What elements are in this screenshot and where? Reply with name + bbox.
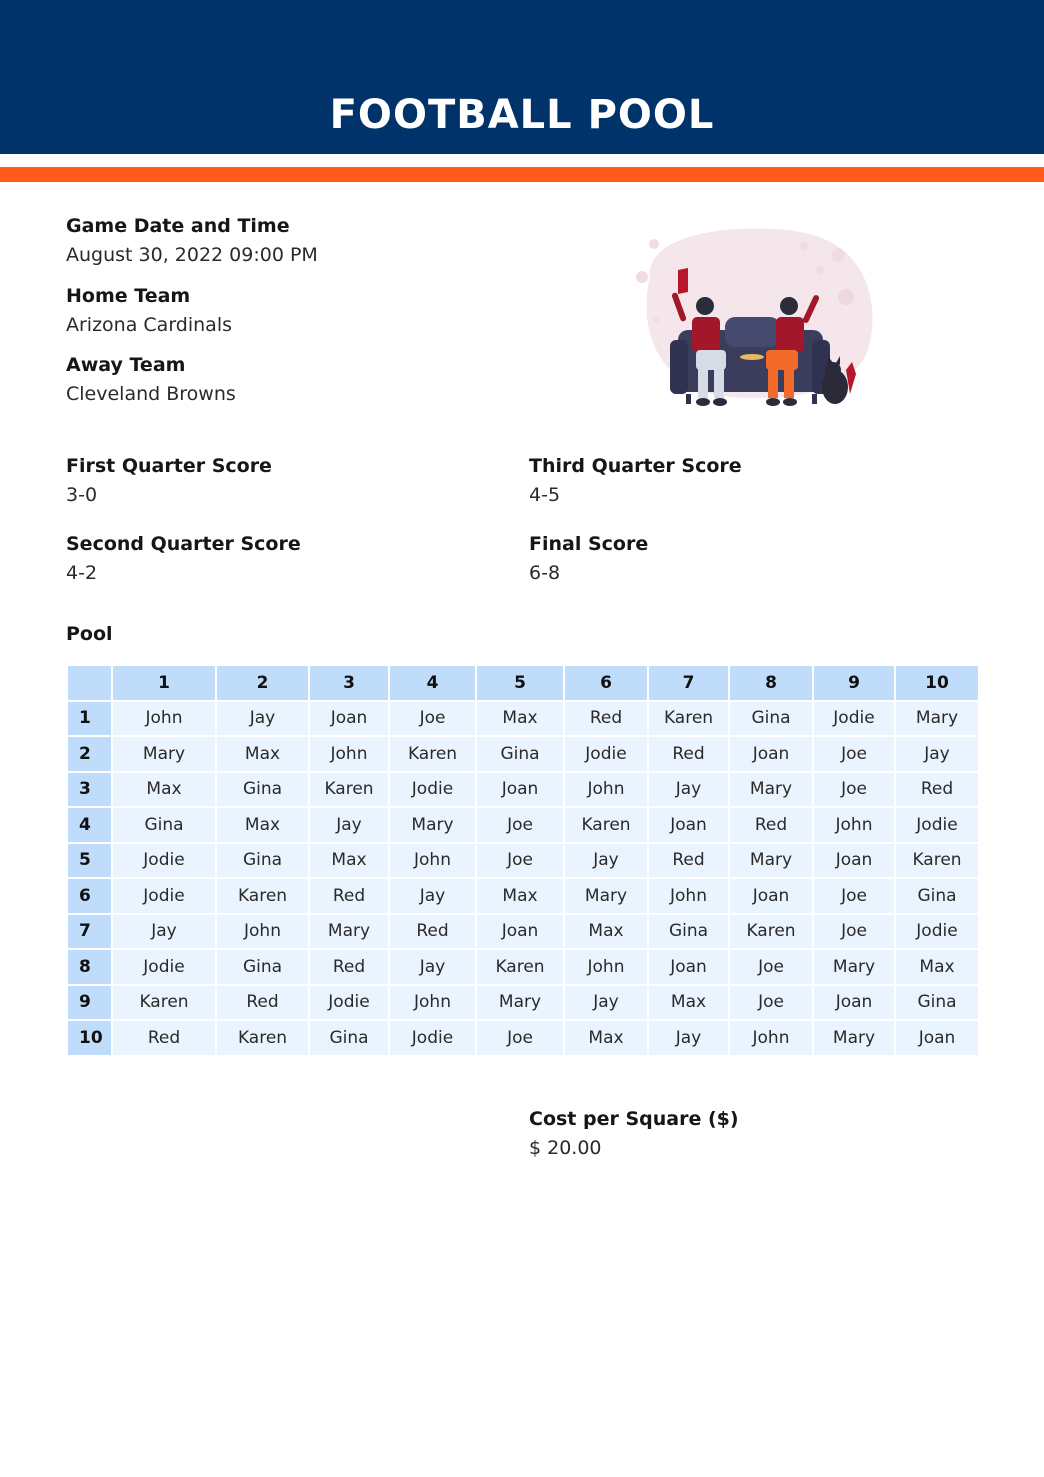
pool-cell: Gina (112, 807, 216, 843)
pool-cell: John (389, 985, 476, 1021)
pool-column-header: 10 (895, 665, 979, 701)
pool-corner-cell (67, 665, 112, 701)
pool-row (67, 807, 979, 843)
cost-label: Cost per Square ($) (529, 1108, 739, 1130)
final-score-field (529, 530, 648, 588)
pool-cell: Joe (813, 914, 895, 950)
pool-cell: Mary (476, 985, 564, 1021)
pool-column-header: 3 (309, 665, 389, 701)
page-title: FOOTBALL POOL (329, 92, 715, 138)
pool-cell: Jodie (895, 807, 979, 843)
pool-cell: Jay (389, 878, 476, 914)
pool-cell: Max (648, 985, 729, 1021)
pool-cell: John (648, 878, 729, 914)
pool-row-header: 6 (67, 878, 112, 914)
pool-cell: Joan (476, 772, 564, 808)
final-score-label: Final Score (529, 533, 649, 555)
pool-table (66, 664, 980, 1057)
pool-cell: Jay (564, 843, 648, 879)
pool-cell: Mary (729, 772, 813, 808)
pool-cell: Mary (564, 878, 648, 914)
cost-value: $ 20.00 (529, 1137, 602, 1159)
pool-header-row (67, 665, 979, 701)
pool-row-header: 9 (67, 985, 112, 1021)
pool-cell: Jodie (112, 949, 216, 985)
pool-cell: Max (476, 878, 564, 914)
pool-cell: Mary (112, 736, 216, 772)
pool-cell: Mary (389, 807, 476, 843)
pool-row (67, 878, 979, 914)
pool-cell: Max (216, 736, 309, 772)
header-banner (0, 0, 1044, 154)
pool-cell: Joe (813, 878, 895, 914)
pool-cell: Mary (895, 701, 979, 737)
game-date-value: August 30, 2022 09:00 PM (66, 244, 318, 266)
pool-cell: Joe (389, 701, 476, 737)
pool-cell: John (813, 807, 895, 843)
pool-cell: Jodie (112, 878, 216, 914)
pool-row (67, 772, 979, 808)
pool-row-header: 3 (67, 772, 112, 808)
pool-cell: Red (389, 914, 476, 950)
pool-cell: Gina (895, 878, 979, 914)
pool-cell: Red (309, 949, 389, 985)
pool-cell: Max (309, 843, 389, 879)
pool-cell: Karen (895, 843, 979, 879)
game-date-label: Game Date and Time (66, 215, 290, 237)
pool-cell: Gina (476, 736, 564, 772)
pool-cell: Karen (564, 807, 648, 843)
pool-cell: Joan (648, 949, 729, 985)
pool-cell: Mary (813, 1020, 895, 1056)
pool-cell: Gina (216, 949, 309, 985)
cost-field (529, 1105, 739, 1163)
pool-column-header: 9 (813, 665, 895, 701)
second-quarter-label: Second Quarter Score (66, 533, 301, 555)
pool-cell: Jay (112, 914, 216, 950)
pool-cell: Red (216, 985, 309, 1021)
pool-cell: Gina (648, 914, 729, 950)
pool-row (67, 843, 979, 879)
pool-cell: Joe (729, 985, 813, 1021)
first-quarter-value: 3-0 (66, 484, 98, 506)
pool-cell: Max (564, 914, 648, 950)
pool-cell: Jay (216, 701, 309, 737)
third-quarter-label: Third Quarter Score (529, 455, 742, 477)
pool-cell: Jay (648, 1020, 729, 1056)
pool-cell: Karen (216, 1020, 309, 1056)
pool-cell: Joan (729, 878, 813, 914)
pool-row (67, 701, 979, 737)
pool-cell: John (309, 736, 389, 772)
pool-cell: Red (112, 1020, 216, 1056)
pool-cell: Joan (729, 736, 813, 772)
pool-cell: Max (895, 949, 979, 985)
pool-row-header: 8 (67, 949, 112, 985)
pool-row-header: 2 (67, 736, 112, 772)
pool-cell: Karen (112, 985, 216, 1021)
pool-cell: Joe (813, 772, 895, 808)
pool-cell: Mary (309, 914, 389, 950)
pool-cell: Max (564, 1020, 648, 1056)
third-quarter-value: 4-5 (529, 484, 561, 506)
pool-cell: Joe (476, 843, 564, 879)
pool-cell: Karen (216, 878, 309, 914)
pool-cell: Karen (389, 736, 476, 772)
first-quarter-field (66, 452, 272, 510)
accent-stripe (0, 167, 1044, 182)
pool-column-header: 2 (216, 665, 309, 701)
pool-cell: John (112, 701, 216, 737)
away-team-field (66, 351, 236, 409)
pool-cell: Jay (564, 985, 648, 1021)
pool-cell: Karen (729, 914, 813, 950)
first-quarter-label: First Quarter Score (66, 455, 272, 477)
away-team-label: Away Team (66, 354, 186, 376)
pool-cell: Joan (813, 843, 895, 879)
pool-cell: Joe (813, 736, 895, 772)
pool-cell: Jay (895, 736, 979, 772)
final-score-value: 6-8 (529, 562, 561, 584)
pool-cell: Joe (476, 807, 564, 843)
pool-column-header: 5 (476, 665, 564, 701)
pool-cell: Jodie (895, 914, 979, 950)
pool-row-header: 10 (67, 1020, 112, 1056)
pool-row-header: 7 (67, 914, 112, 950)
game-date-field (66, 212, 318, 270)
pool-cell: Red (309, 878, 389, 914)
pool-cell: Joan (309, 701, 389, 737)
pool-cell: Jodie (813, 701, 895, 737)
pool-cell: Joan (895, 1020, 979, 1056)
pool-row (67, 985, 979, 1021)
pool-cell: Jay (389, 949, 476, 985)
pool-cell: Karen (476, 949, 564, 985)
pool-cell: Joe (476, 1020, 564, 1056)
pool-cell: Jay (648, 772, 729, 808)
pool-column-header: 4 (389, 665, 476, 701)
pool-cell: John (564, 772, 648, 808)
second-quarter-field (66, 530, 301, 588)
pool-cell: Mary (729, 843, 813, 879)
pool-cell: Gina (895, 985, 979, 1021)
pool-cell: Gina (309, 1020, 389, 1056)
pool-row (67, 949, 979, 985)
pool-cell: Jodie (564, 736, 648, 772)
pool-cell: Karen (648, 701, 729, 737)
pool-cell: Jodie (389, 772, 476, 808)
pool-cell: Joan (813, 985, 895, 1021)
pool-cell: John (389, 843, 476, 879)
pool-label: Pool (66, 623, 113, 645)
third-quarter-field (529, 452, 742, 510)
pool-column-header: 6 (564, 665, 648, 701)
pool-cell: John (564, 949, 648, 985)
away-team-value: Cleveland Browns (66, 383, 236, 405)
pool-cell: Karen (309, 772, 389, 808)
pool-cell: Red (729, 807, 813, 843)
pool-row (67, 914, 979, 950)
pool-body (67, 701, 979, 1056)
pool-row (67, 736, 979, 772)
pool-cell: Max (476, 701, 564, 737)
fans-on-couch-illustration (630, 222, 880, 422)
second-quarter-value: 4-2 (66, 562, 98, 584)
pool-cell: Jodie (309, 985, 389, 1021)
pool-cell: Red (648, 843, 729, 879)
pool-cell: Red (564, 701, 648, 737)
pool-cell: John (729, 1020, 813, 1056)
pool-cell: Joan (648, 807, 729, 843)
pool-row (67, 1020, 979, 1056)
pool-cell: Jay (309, 807, 389, 843)
pool-cell: Mary (813, 949, 895, 985)
pool-cell: Gina (729, 701, 813, 737)
pool-heading (66, 620, 113, 648)
home-team-value: Arizona Cardinals (66, 314, 232, 336)
pool-cell: Gina (216, 843, 309, 879)
pool-column-header: 7 (648, 665, 729, 701)
home-team-label: Home Team (66, 285, 191, 307)
pool-column-header: 1 (112, 665, 216, 701)
pool-row-header: 4 (67, 807, 112, 843)
pool-column-header: 8 (729, 665, 813, 701)
pool-cell: Red (895, 772, 979, 808)
pool-cell: Red (648, 736, 729, 772)
pool-cell: John (216, 914, 309, 950)
pool-cell: Gina (216, 772, 309, 808)
pool-cell: Max (112, 772, 216, 808)
home-team-field (66, 282, 232, 340)
pool-cell: Jodie (389, 1020, 476, 1056)
pool-cell: Jodie (112, 843, 216, 879)
pool-cell: Max (216, 807, 309, 843)
pool-cell: Joe (729, 949, 813, 985)
pool-cell: Joan (476, 914, 564, 950)
pool-row-header: 1 (67, 701, 112, 737)
pool-row-header: 5 (67, 843, 112, 879)
